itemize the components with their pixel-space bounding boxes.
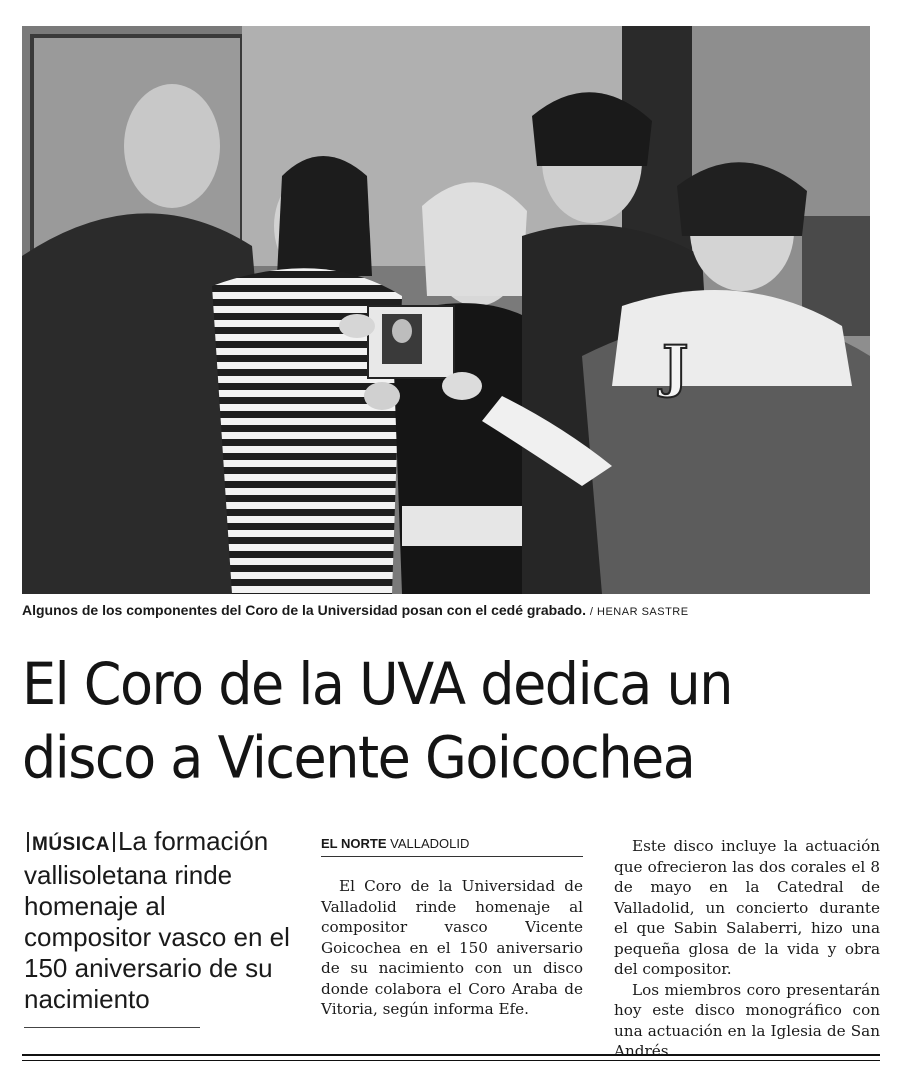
lead-summary	[24, 826, 299, 1015]
page-bottom-rule	[22, 1054, 880, 1061]
news-photo	[22, 26, 870, 594]
choir-group-photo	[22, 26, 870, 594]
byline-source: EL NORTE	[321, 836, 387, 851]
headline-line-2: disco a Vicente Goicochea	[22, 723, 695, 792]
headline-line-1: El Coro de la UVA dedica un	[22, 650, 732, 719]
caption-text: Algunos de los componentes del Coro de la Universidad posan con el cedé grabado.	[22, 602, 586, 618]
lead-rule	[24, 1027, 200, 1028]
lead-bar-right	[113, 832, 115, 852]
headline	[22, 648, 882, 795]
lead-bar-left	[27, 832, 29, 852]
body-column-1	[321, 876, 583, 1020]
body-column-2	[614, 836, 880, 1062]
byline	[321, 836, 583, 857]
byline-city: VALLADOLID	[390, 836, 470, 851]
body-paragraph-3: Los miembros coro presentarán hoy este disco monográfico con una actuación en la Iglesia de San Andrés.	[614, 980, 880, 1060]
photo-caption	[22, 602, 882, 618]
body-paragraph-1: El Coro de la Universidad de Valladolid rinde homenaje al compositor vasco Vicente Goicochea en el 150 aniversario de su nacimiento con un disco donde colabora el Coro Araba de Vitoria, según informa Efe.	[321, 877, 583, 1018]
lead-text: La formación vallisoletana rinde homenaje al compositor vasco en el 150 aniversario de su nacimiento	[24, 826, 290, 1014]
jersey-letter: J	[662, 334, 689, 400]
body-paragraph-2: Este disco incluye la actuación que ofrecieron las dos corales el 8 de mayo en la Catedral de Valladolid, un concierto durante el que Sabin Salaberri, hizo una pequeña glosa de la vida y obra del compositor.	[614, 837, 880, 978]
photo-credit: / HENAR SASTRE	[589, 606, 689, 618]
section-tag: MÚSICA	[32, 834, 110, 855]
